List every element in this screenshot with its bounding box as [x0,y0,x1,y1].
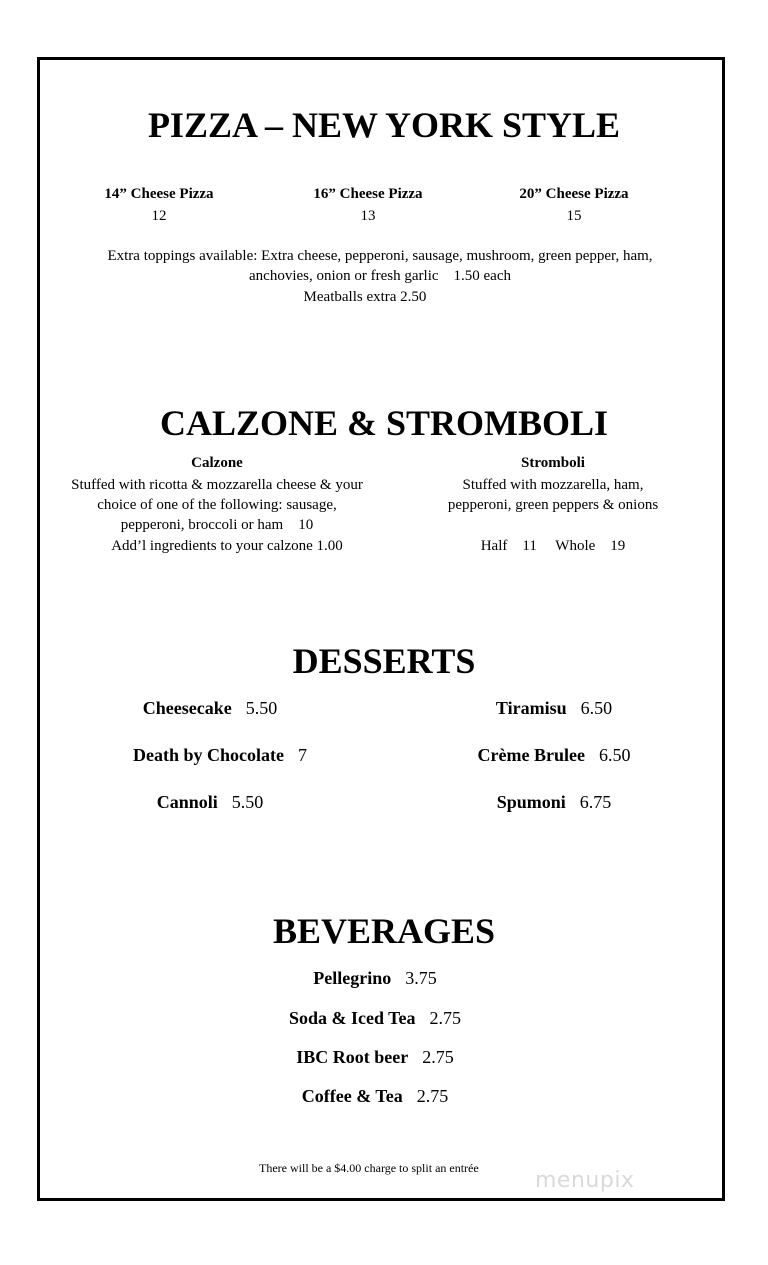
beverage-name: Pellegrino [313,968,392,988]
dessert-row [60,745,380,766]
dessert-price: 5.50 [245,698,278,718]
dessert-name: Death by Chocolate [133,745,284,765]
pizza-toppings-line-1: Extra toppings available: Extra cheese, pepperoni, sausage, mushroom, green pepper, ham, [107,248,653,264]
pizza-size-20-price: 15 [566,208,582,224]
dessert-row [404,792,704,813]
menupix-watermark: menupix [535,1168,635,1193]
beverage-name: IBC Root beer [296,1047,409,1067]
dessert-row [60,698,360,719]
pizza-size-14-name: 14” Cheese Pizza [104,186,214,202]
dessert-name: Tiramisu [495,698,567,718]
beverage-price: 3.75 [405,968,437,988]
split-charge-note: There will be a $4.00 charge to split an entrée [259,1161,479,1175]
calzone-section-title: CALZONE & STROMBOLI [159,403,609,443]
dessert-row [404,745,704,766]
beverage-row [220,1086,530,1107]
dessert-row [60,792,360,813]
beverages-section-title: BEVERAGES [272,911,496,951]
stromboli-prices: Half 11 Whole 19 [480,538,626,554]
dessert-row [404,698,704,719]
desserts-section-title: DESSERTS [292,641,476,681]
dessert-price: 6.50 [580,698,613,718]
pizza-size-20-name: 20” Cheese Pizza [519,186,629,202]
dessert-price: 7 [298,745,307,765]
pizza-meatballs: Meatballs extra 2.50 [303,289,427,305]
pizza-section-title: PIZZA – NEW YORK STYLE [147,105,621,145]
dessert-price: 6.75 [579,792,612,812]
stromboli-desc-line-2: pepperoni, green peppers & onions [447,497,659,513]
menu-page-border [37,57,725,1201]
beverage-price: 2.75 [429,1008,462,1028]
pizza-size-16-name: 16” Cheese Pizza [313,186,423,202]
beverage-row [220,1008,530,1029]
stromboli-desc-line-1: Stuffed with mozzarella, ham, [462,477,644,493]
stromboli-heading: Stromboli [521,455,585,471]
pizza-size-14-price: 12 [151,208,167,224]
pizza-toppings-line-2: anchovies, onion or fresh garlic 1.50 each [249,268,511,284]
pizza-size-16-price: 13 [360,208,376,224]
beverage-price: 2.75 [416,1086,449,1106]
beverage-row [220,968,530,989]
calzone-desc-line-2: choice of one of the following: sausage, [97,497,337,513]
dessert-price: 5.50 [231,792,264,812]
beverage-name: Soda & Iced Tea [288,1008,416,1028]
beverage-row [220,1047,530,1068]
calzone-desc-line-1: Stuffed with ricotta & mozzarella cheese & your [71,477,363,493]
calzone-heading: Calzone [191,455,243,471]
beverage-name: Coffee & Tea [301,1086,403,1106]
dessert-name: Cannoli [156,792,218,812]
beverage-price: 2.75 [422,1047,454,1067]
dessert-price: 6.50 [598,745,631,765]
calzone-addl-ingredients: Add’l ingredients to your calzone 1.00 [111,538,343,554]
dessert-name: Cheesecake [142,698,232,718]
dessert-name: Spumoni [496,792,566,812]
calzone-desc-line-3: pepperoni, broccoli or ham 10 [120,517,314,533]
dessert-name: Crème Brulee [477,745,585,765]
